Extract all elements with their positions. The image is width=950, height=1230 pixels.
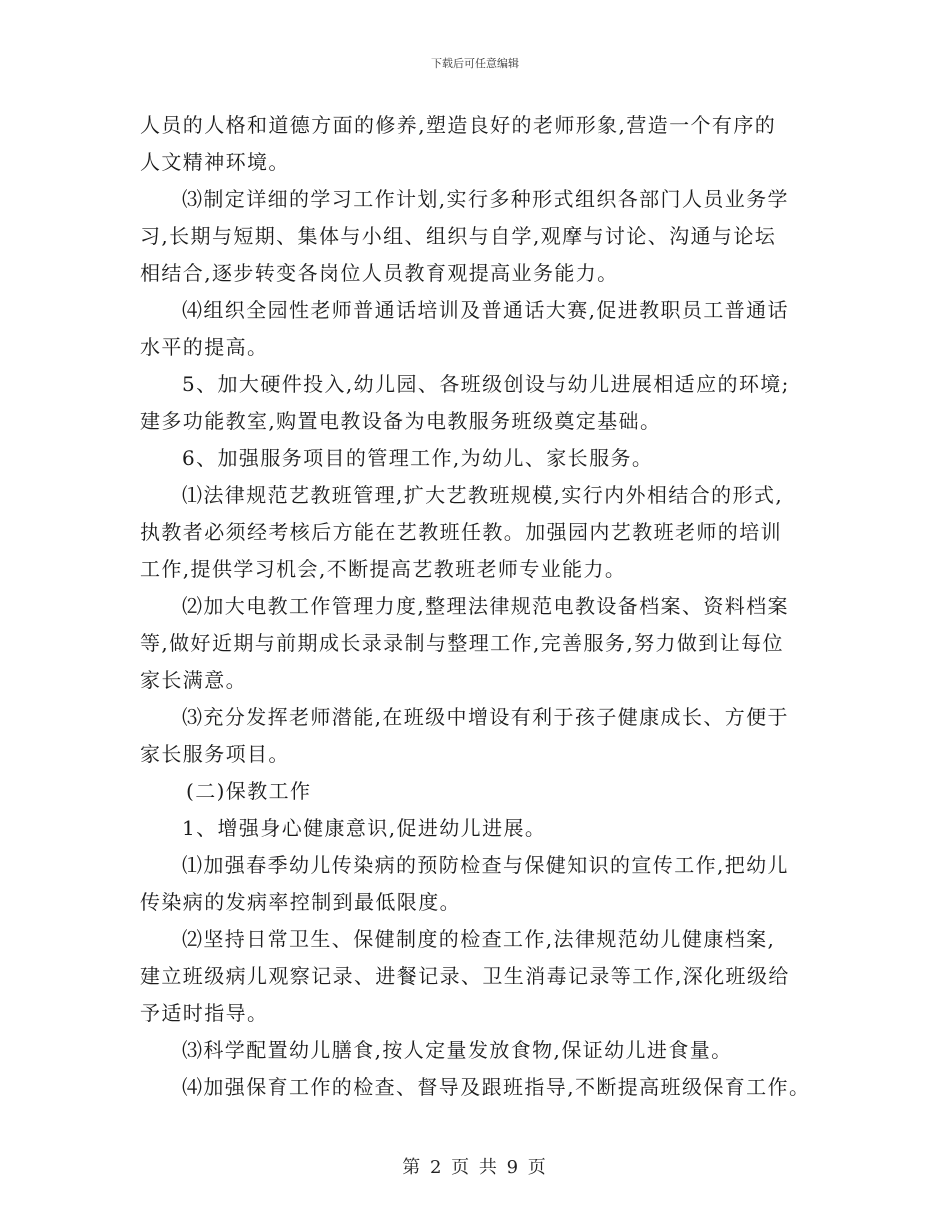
- paragraph-line: 家长服务项目。: [140, 742, 290, 766]
- paragraph-line: ⑶制定详细的学习工作计划,实行多种形式组织各部门人员业务学: [182, 187, 789, 211]
- paragraph-line: (二)保教工作: [186, 779, 312, 803]
- paragraph-p-1a: [140, 477, 830, 588]
- paragraph-p-5: [140, 366, 830, 440]
- paragraph-line: ⑴加强春季幼儿传染病的预防检查与保健知识的宣传工作,把幼儿: [182, 853, 789, 877]
- paragraph-line: ⑶充分发挥老师潜能,在班级中增设有利于孩子健康成长、方便于: [182, 705, 789, 729]
- paragraph-p-3c: [140, 1032, 830, 1069]
- paragraph-line: 人文精神环境。: [140, 150, 290, 174]
- paragraph-p-cont: [140, 107, 830, 181]
- paragraph-p-1: [140, 810, 830, 847]
- paragraph-line: 家长满意。: [140, 668, 247, 692]
- paragraph-line: 执教者必须经考核后方能在艺教班任教。加强园内艺教班老师的培训: [140, 520, 782, 544]
- paragraph-line: 习,长期与短期、集体与小组、组织与自学,观摩与讨论、沟通与论坛: [140, 224, 777, 248]
- paragraph-line: ⑵加大电教工作管理力度,整理法律规范电教设备档案、资料档案: [182, 594, 789, 618]
- page-header-note: 下载后可任意编辑: [431, 57, 519, 70]
- paragraph-line: ⑴法律规范艺教班管理,扩大艺教班规模,实行内外相结合的形式,: [182, 483, 784, 507]
- paragraph-line: 建多功能教室,购置电教设备为电教服务班级奠定基础。: [140, 409, 662, 433]
- paragraph-line: 等,做好近期与前期成长录录制与整理工作,完善服务,努力做到让每位: [140, 631, 784, 655]
- paragraph-line: 建立班级病儿观察记录、进餐记录、卫生消毒记录等工作,深化班级给: [140, 964, 790, 988]
- paragraph-line: ⑷加强保育工作的检查、督导及跟班指导,不断提高班级保育工作。: [182, 1075, 811, 1099]
- paragraph-line: 5、加大硬件投入,幼儿园、各班级创设与幼儿进展相适应的环境;: [182, 372, 790, 396]
- paragraph-p-4b: [140, 1069, 830, 1106]
- paragraph-p-sec2: [140, 773, 830, 810]
- paragraph-p-4a: [140, 292, 830, 366]
- paragraph-line: 人员的人格和道德方面的修养,塑造良好的老师形象,营造一个有序的: [140, 113, 777, 137]
- paragraph-p-6: [140, 440, 830, 477]
- paragraph-line: ⑷组织全园性老师普通话培训及普通话大赛,促进教职员工普通话: [182, 298, 789, 322]
- paragraph-p-3a: [140, 181, 830, 292]
- paragraph-p-3b: [140, 699, 830, 773]
- paragraph-line: ⑵坚持日常卫生、保健制度的检查工作,法律规范幼儿健康档案,: [182, 927, 776, 951]
- paragraph-p-1b: [140, 847, 830, 921]
- paragraph-line: ⑶科学配置幼儿膳食,按人定量发放食物,保证幼儿进食量。: [182, 1038, 733, 1062]
- paragraph-line: 水平的提高。: [140, 335, 269, 359]
- paragraph-line: 传染病的发病率控制到最低限度。: [140, 890, 461, 914]
- paragraph-line: 相结合,逐步转变各岗位人员教育观提高业务能力。: [140, 261, 619, 285]
- paragraph-line: 予适时指导。: [140, 1001, 269, 1025]
- paragraph-line: 1、增强身心健康意识,促进幼儿进展。: [182, 816, 547, 840]
- paragraph-p-2a: [140, 588, 830, 699]
- paragraph-line: 6、加强服务项目的管理工作,为幼儿、家长服务。: [182, 446, 654, 470]
- paragraph-p-2b: [140, 921, 830, 1032]
- document-body: [140, 107, 830, 1106]
- paragraph-line: 工作,提供学习机会,不断提高艺教班老师专业能力。: [140, 557, 627, 581]
- page-number: 第 2 页 共 9 页: [402, 1157, 548, 1178]
